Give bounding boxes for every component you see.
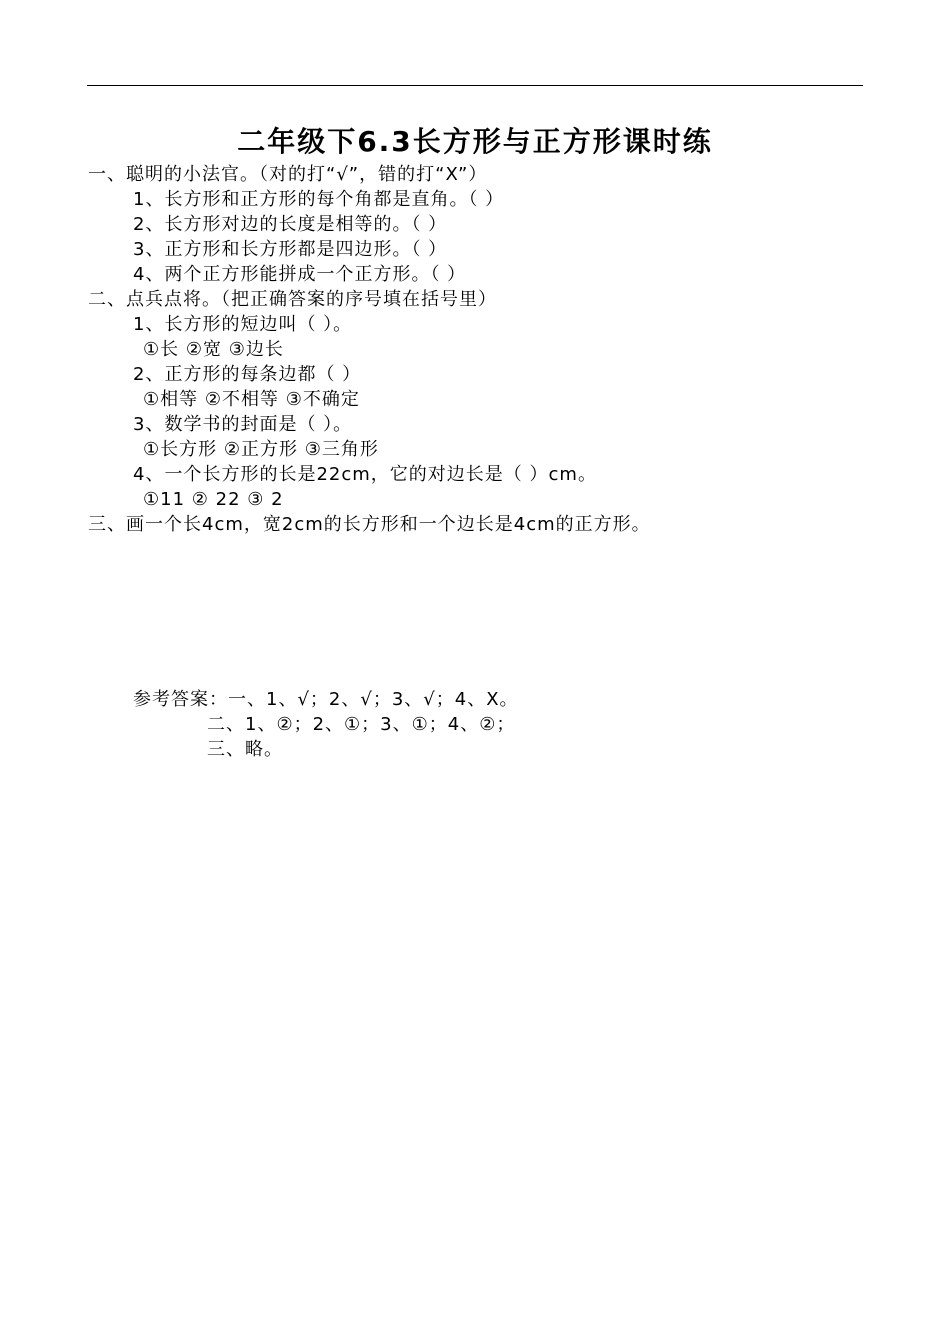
section2-question: 1、长方形的短边叫（ ）。 (133, 314, 353, 335)
section2-heading: 二、点兵点将。（把正确答案的序号填在括号里） (88, 289, 497, 310)
section2-options: ①长 ②宽 ③边长 (143, 339, 284, 360)
section2-options: ①相等 ②不相等 ③不确定 (143, 389, 360, 410)
answer-key-line: 参考答案：一、1、√；2、√；3、√；4、X。 (133, 689, 519, 710)
section2-options: ①长方形 ②正方形 ③三角形 (143, 439, 379, 460)
section2-question: 4、一个长方形的长是22cm，它的对边长是（ ）cm。 (133, 464, 597, 485)
section1-heading: 一、聪明的小法官。（对的打“√”，错的打“X”） (88, 164, 488, 185)
section2-question: 2、正方形的每条边都（ ） (133, 364, 362, 385)
header-rule (87, 85, 863, 86)
section1-item: 3、正方形和长方形都是四边形。（ ） (133, 239, 448, 260)
section1-item: 4、两个正方形能拼成一个正方形。（ ） (133, 264, 467, 285)
section2-question: 3、数学书的封面是（ ）。 (133, 414, 353, 435)
section1-item: 1、长方形和正方形的每个角都是直角。（ ） (133, 189, 505, 210)
answer-key-line: 二、1、②；2、①；3、①；4、②； (207, 714, 516, 735)
section3-heading: 三、画一个长4cm，宽2cm的长方形和一个边长是4cm的正方形。 (88, 514, 651, 535)
page-title: 二年级下6.3长方形与正方形课时练 (237, 125, 713, 158)
section2-options: ①11 ② 22 ③ 2 (143, 489, 284, 510)
answer-key-line: 三、略。 (207, 739, 283, 760)
section1-item: 2、长方形对边的长度是相等的。（ ） (133, 214, 448, 235)
